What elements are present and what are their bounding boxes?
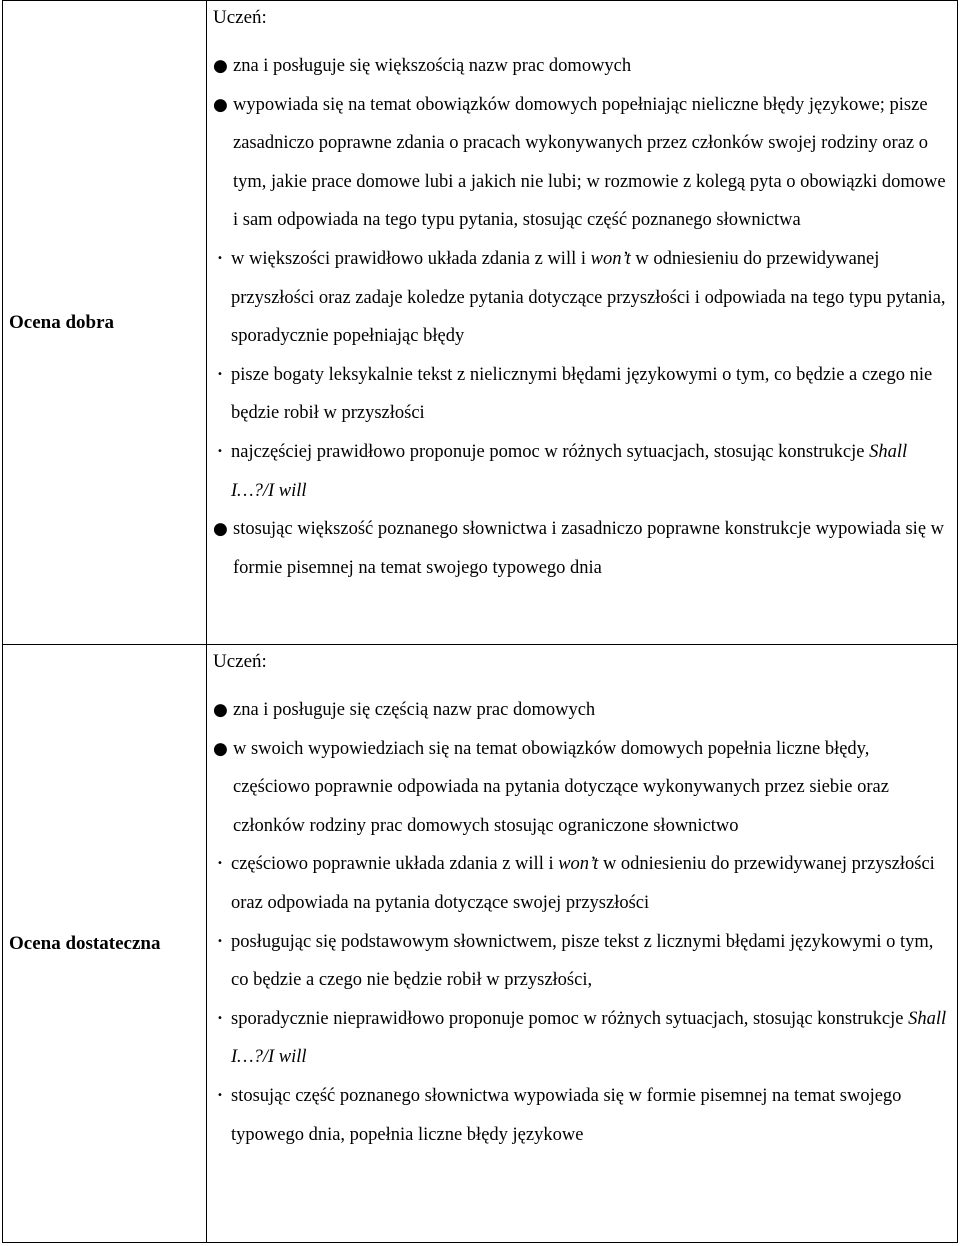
list-item: ● stosując większość poznanego słownictwa i zasadniczo poprawne konstrukcje wypowiada się w formie pisemnej na temat swojego typowego dnia — [213, 510, 947, 587]
bullet-icon: • — [217, 368, 223, 380]
list-item: • stosując część poznanego słownictwa wypowiada się w formie pisemnej na temat swojego typowego dnia, popełnia liczne błędy językowe — [213, 1077, 947, 1154]
criteria-list — [213, 691, 947, 1154]
grade-row-dostateczna — [3, 645, 958, 1243]
list-item: ● zna i posługuje się częścią nazw prac domowych — [213, 691, 947, 730]
student-heading: Uczeń: — [213, 651, 267, 672]
bullet-icon: ● — [213, 700, 228, 720]
list-item: • posługując się podstawowym słownictwem, pisze tekst z licznymi błędami językowymi o tym, co będzie a czego nie będzie robił w przyszłości, — [213, 923, 947, 1000]
bullet-icon: ● — [213, 519, 228, 540]
list-item: • pisze bogaty leksykalnie tekst z nielicznymi błędami językowymi o tym, co będzie a czego nie będzie robił w przyszłości — [213, 356, 947, 433]
bullet-icon: • — [217, 935, 223, 947]
bullet-icon: • — [217, 445, 223, 457]
list-item: ● wypowiada się na temat obowiązków domowych popełniając nieliczne błędy językowe; pisze zasadniczo poprawne zdania o pracach wykonywanych przez członków swojej rodziny oraz o tym, jakie prace domowe lubi a jakich nie lubi; w rozmowie z kolegą pyta o obowiązki domowe i sam odpowiada na tego typu pytania, stosując część poznanego słownictwa — [213, 86, 947, 240]
criteria-list — [213, 47, 947, 587]
bullet-icon: • — [217, 1089, 223, 1101]
grading-criteria-table — [2, 0, 958, 1243]
list-item: ● zna i posługuje się większością nazw prac domowych — [213, 47, 947, 86]
criteria-cell — [207, 645, 958, 1243]
bullet-icon: ● — [213, 94, 228, 115]
grade-row-dobra — [3, 1, 958, 645]
list-item: • częściowo poprawnie układa zdania z will i won’t w odniesieniu do przewidywanej przyszłości oraz odpowiada na pytania dotyczące swojej przyszłości — [213, 845, 947, 922]
bullet-icon: ● — [213, 56, 228, 76]
list-item: ● w swoich wypowiedziach się na temat obowiązków domowych popełnia liczne błędy, częściowo poprawnie odpowiada na pytania dotyczące wykonywanych przez siebie oraz członków rodziny prac domowych stosując ograniczone słownictwo — [213, 730, 947, 846]
list-item: • w większości prawidłowo układa zdania z will i won’t w odniesieniu do przewidywanej przyszłości oraz zadaje koledze pytania dotyczące przyszłości i odpowiada na tego typu pytania, sporadycznie popełniając błędy — [213, 240, 947, 356]
grade-label: Ocena dostateczna — [3, 645, 207, 1243]
bullet-icon: • — [217, 252, 223, 264]
grade-label: Ocena dobra — [3, 1, 207, 645]
list-item: • sporadycznie nieprawidłowo proponuje pomoc w różnych sytuacjach, stosując konstrukcje Shall I…?/I will — [213, 1000, 947, 1077]
bullet-icon: • — [217, 858, 223, 870]
bullet-icon: • — [217, 1012, 223, 1024]
list-item: • najczęściej prawidłowo proponuje pomoc w różnych sytuacjach, stosując konstrukcje Shall I…?/I will — [213, 433, 947, 510]
criteria-cell — [207, 1, 958, 645]
student-heading: Uczeń: — [213, 7, 267, 28]
bullet-icon: ● — [213, 738, 228, 759]
